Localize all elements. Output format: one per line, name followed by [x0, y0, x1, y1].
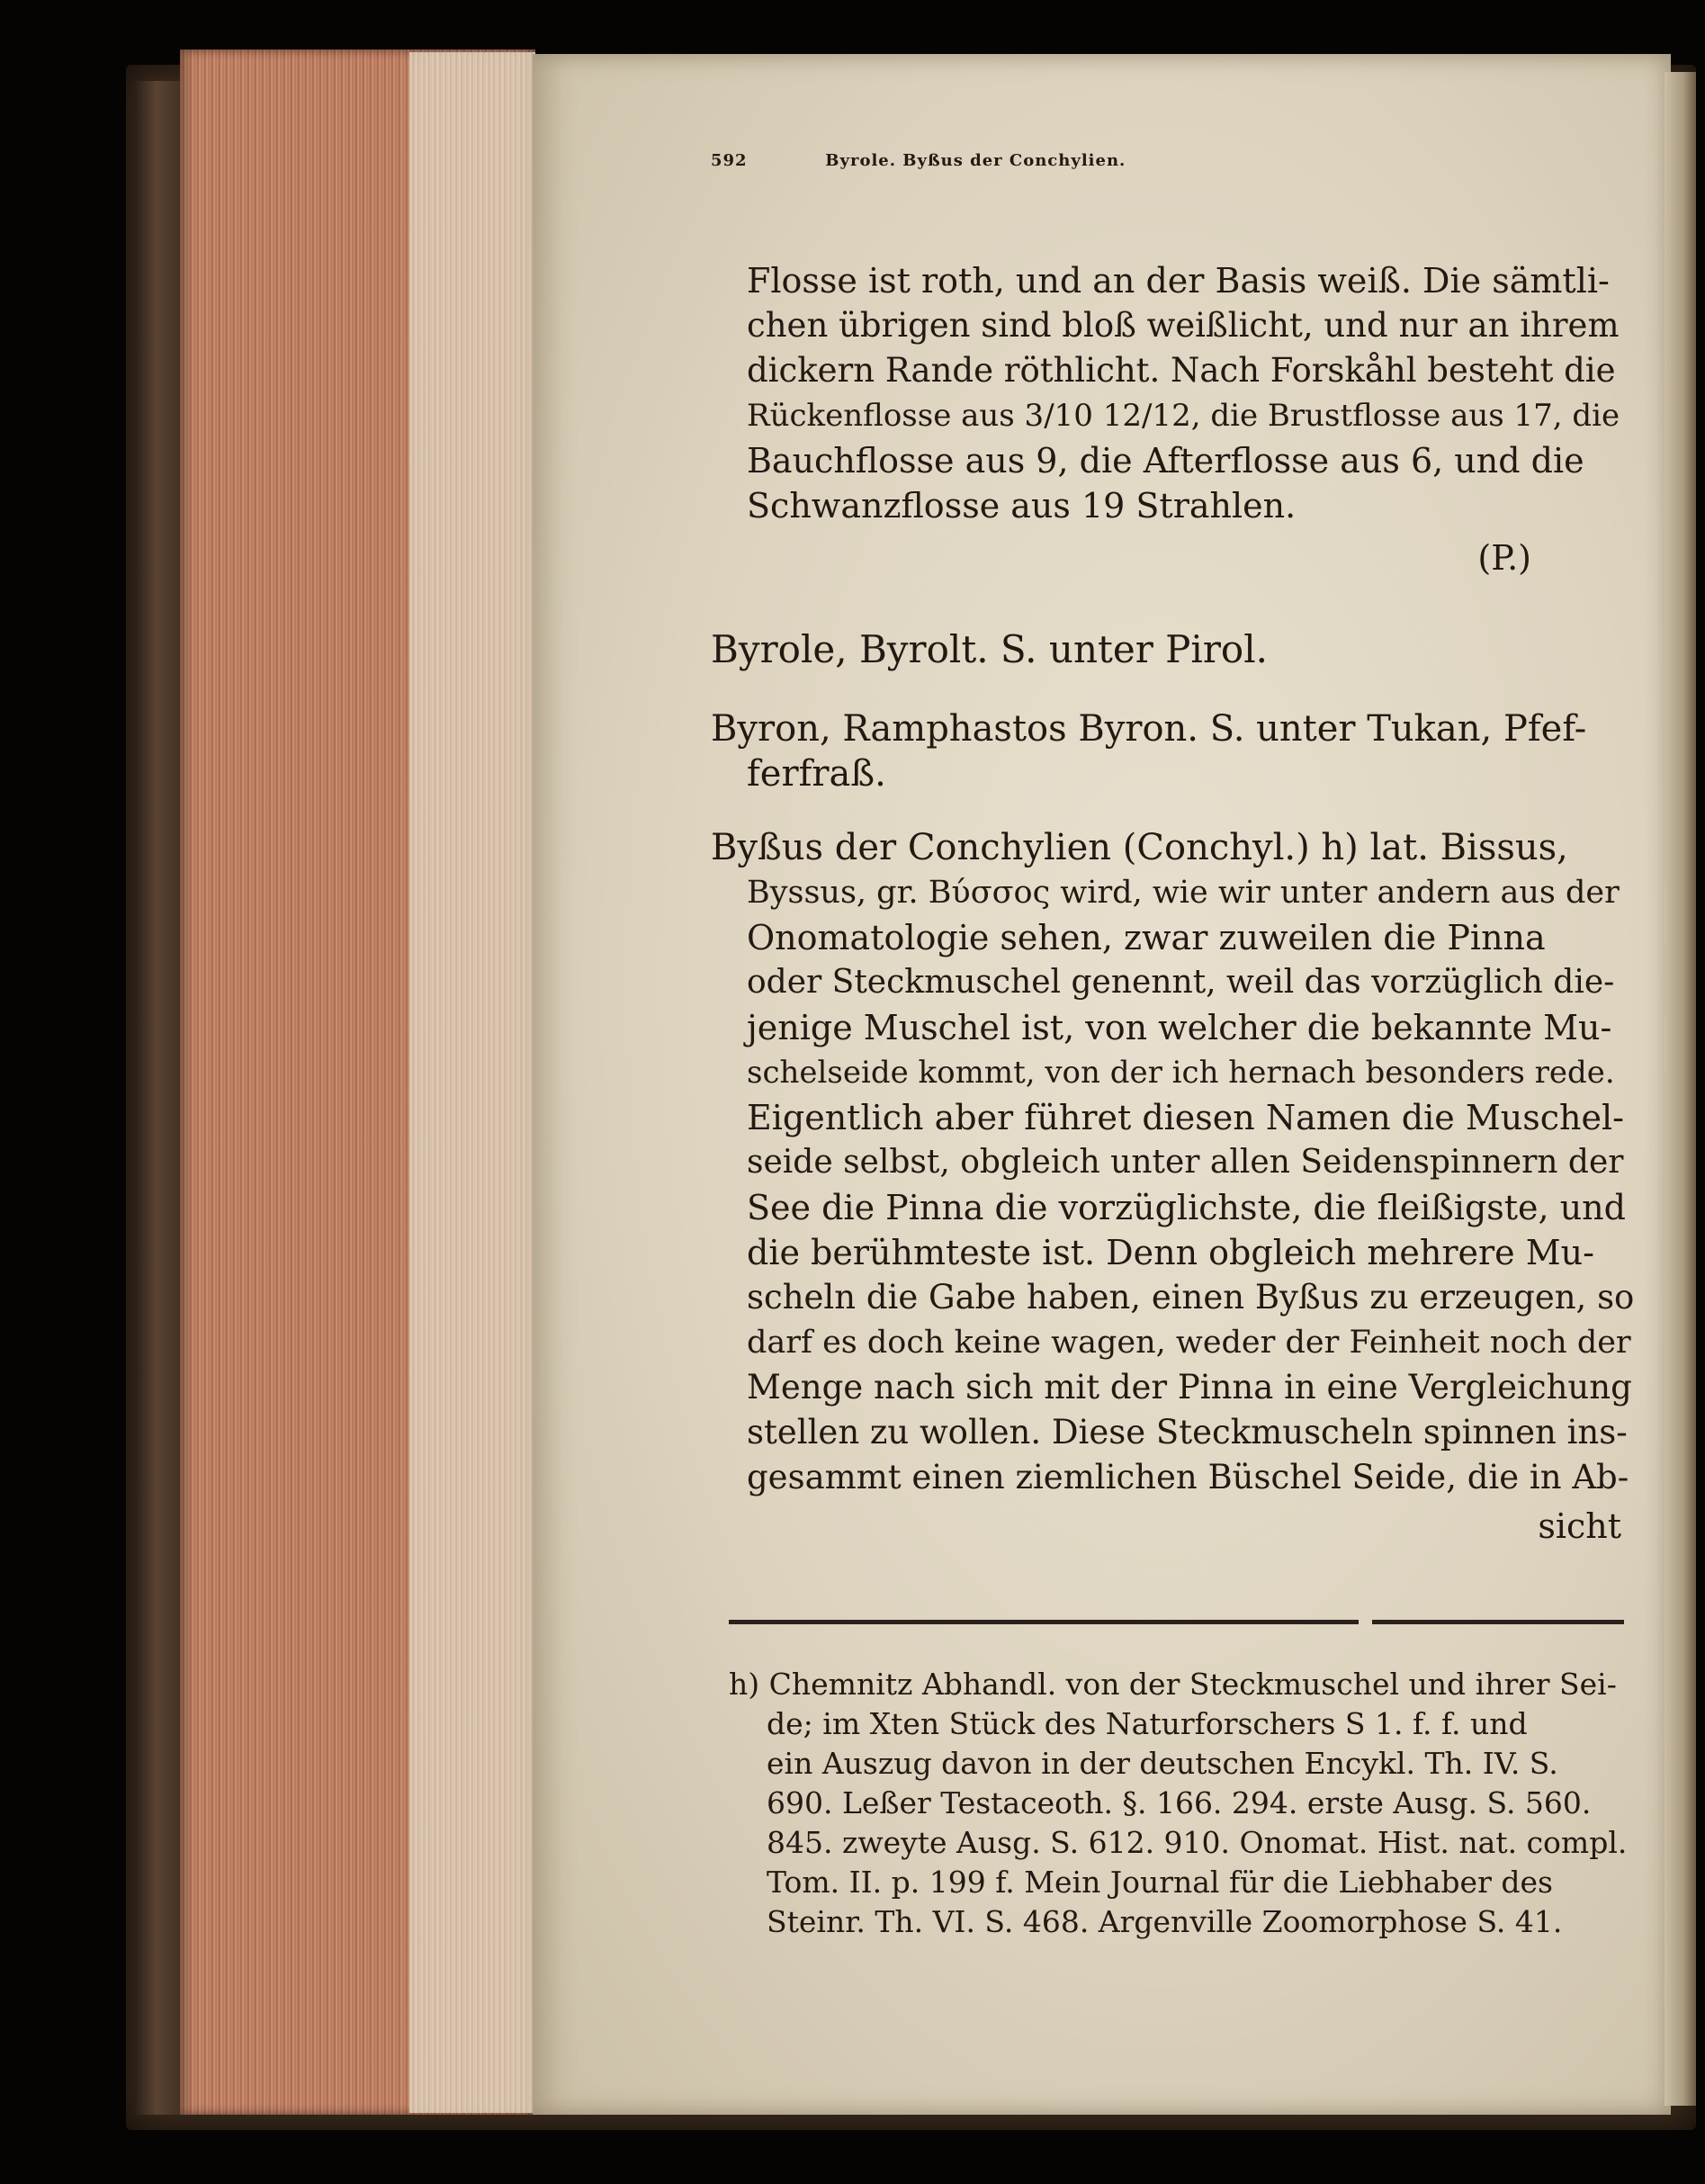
body-line: scheln die Gabe haben, einen Byßus zu erzeugen, so — [747, 1278, 1635, 1317]
body-line: Flosse ist roth, und an der Basis weiß. Die sämtli- — [747, 261, 1610, 301]
entry-byron: Byron, Ramphastos Byron. S. unter Tukan, Pfef- — [711, 708, 1587, 750]
body-line: Onomatologie sehen, zwar zuweilen die Pinna — [747, 918, 1546, 957]
footnote-line: Steinr. Th. VI. S. 468. Argenville Zoomorphose S. 41. — [767, 1904, 1563, 1939]
page-stack-edge — [409, 52, 535, 2113]
body-line: seide selbst, obgleich unter allen Seidenspinnern der — [747, 1144, 1624, 1181]
body-line: Byssus, gr. Βύσσος wird, wie wir unter andern aus der — [747, 875, 1620, 911]
body-line: schelseide kommt, von der ich hernach besonders rede. — [747, 1055, 1615, 1091]
footnote-line: h) Chemnitz Abhandl. von der Steckmuschel und ihrer Sei- — [729, 1667, 1617, 1702]
body-line: gesammt einen ziemlichen Büschel Seide, die in Ab- — [747, 1458, 1629, 1496]
page-text — [711, 0, 1647, 2184]
author-signature: (P.) — [1477, 538, 1531, 578]
page-number: 592 — [711, 151, 748, 170]
body-line: stellen zu wollen. Diese Steckmuscheln spinnen ins- — [747, 1413, 1628, 1452]
footnote-line: 845. zweyte Ausg. S. 612. 910. Onomat. Hist. nat. compl. — [767, 1825, 1628, 1860]
body-line: die berühmteste ist. Denn obgleich mehrere Mu- — [747, 1233, 1594, 1272]
header-title: Byrole. Byßus der Conchylien. — [825, 151, 1126, 170]
footnote-rule — [729, 1620, 1359, 1624]
body-line: chen übrigen sind bloß weißlicht, und nur an ihrem — [747, 306, 1620, 345]
running-header — [711, 151, 1647, 223]
body-line: See die Pinna die vorzüglichste, die fleißigste, und — [747, 1188, 1626, 1227]
body-line: Schwanzflosse aus 19 Strahlen. — [747, 486, 1297, 526]
catchword: sicht — [1538, 1506, 1621, 1546]
footnote-line: 690. Leßer Testaceoth. §. 166. 294. erste Ausg. S. 560. — [767, 1785, 1592, 1820]
body-line: jenige Muschel ist, von welcher die bekannte Mu- — [747, 1008, 1612, 1047]
entry-byron-cont: ferfraß. — [747, 753, 886, 795]
body-line: Rückenflosse aus 3/10 12/12, die Brustflosse aus 17, die — [747, 398, 1620, 434]
body-line: Eigentlich aber führet diesen Namen die Muschel- — [747, 1098, 1624, 1137]
footnote-line: Tom. II. p. 199 f. Mein Journal für die Liebhaber des — [767, 1865, 1553, 1900]
body-line: Bauchflosse aus 9, die Afterflosse aus 6, und die — [747, 441, 1584, 481]
body-line: oder Steckmuschel genennt, weil das vorzüglich die- — [747, 964, 1615, 1001]
body-line: Menge nach sich mit der Pinna in eine Vergleichung — [747, 1368, 1632, 1407]
body-line: dickern Rande röthlicht. Nach Forskåhl besteht die — [747, 351, 1616, 390]
body-line: darf es doch keine wagen, weder der Feinheit noch der — [747, 1325, 1631, 1361]
footnote-line: de; im Xten Stück des Naturforschers S 1. f. f. und — [767, 1706, 1528, 1741]
footnote-line: ein Auszug davon in der deutschen Encykl. Th. IV. S. — [767, 1746, 1558, 1781]
entry-byrole: Byrole, Byrolt. S. unter Pirol. — [711, 627, 1268, 671]
footnote-rule-right — [1372, 1620, 1624, 1624]
page-right-edge — [1665, 72, 1696, 2106]
entry-byssus: Byßus der Conchylien (Conchyl.) h) lat. Bissus, — [711, 827, 1568, 868]
